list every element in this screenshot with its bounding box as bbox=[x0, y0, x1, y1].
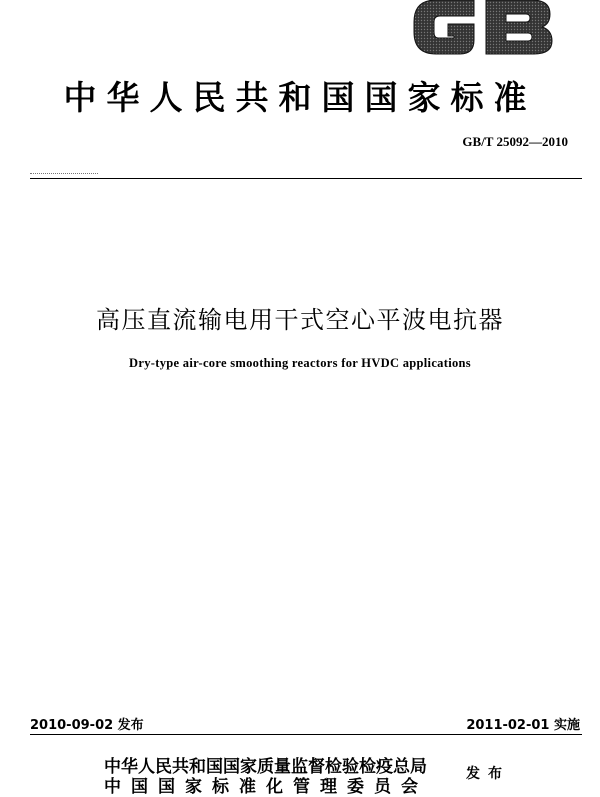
issuer-aqsiq: 中华人民共和国国家质量监督检验检疫总局 bbox=[104, 757, 427, 777]
document-title-english: Dry-type air-core smoothing reactors for HVDC applications bbox=[129, 356, 471, 370]
standard-number: GB/T 25092—2010 bbox=[462, 134, 568, 149]
implementation-date: 2011-02-01 实施 bbox=[466, 718, 580, 733]
issue-date: 2010-09-02 发布 bbox=[30, 718, 144, 733]
header-rule-mark bbox=[30, 173, 98, 177]
document-title-chinese: 高压直流输电用干式空心平波电抗器 bbox=[96, 306, 504, 334]
standard-name: 中华人民共和国国家标准 bbox=[63, 78, 537, 117]
issuer-sac: 中国国家标准化管理委员会 bbox=[104, 777, 428, 797]
header-divider bbox=[30, 178, 582, 179]
footer-divider bbox=[30, 734, 582, 735]
gb-logo bbox=[408, 0, 558, 60]
gb-logo-graphic bbox=[408, 0, 558, 60]
publish-label: 发布 bbox=[466, 766, 510, 782]
